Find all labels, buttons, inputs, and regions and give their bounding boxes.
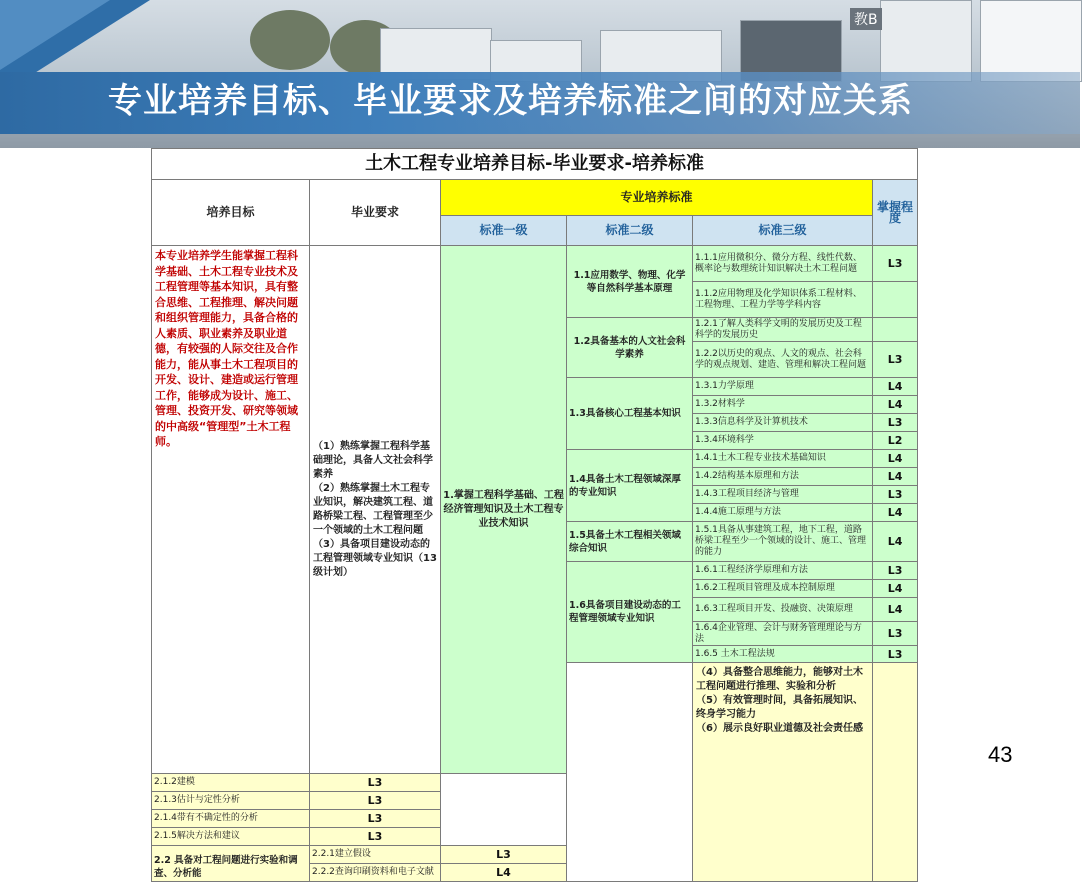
header-level2: 标准二级 — [567, 216, 693, 246]
level3-cell: 2.1.2建模 — [152, 774, 310, 792]
level2-cell: 2.2 具备对工程问题进行实验和调查、分析能 — [152, 846, 310, 882]
mastery-level: L4 — [873, 522, 918, 562]
mastery-level — [873, 282, 918, 318]
level3-cell: 1.4.1土木工程专业技术基础知识 — [693, 450, 873, 468]
corner-decoration — [0, 0, 110, 70]
mastery-level: L3 — [873, 562, 918, 580]
standards-table-sheet — [150, 148, 918, 879]
level2-cell: 1.3具备核心工程基本知识 — [567, 378, 693, 450]
mastery-level: L4 — [873, 598, 918, 622]
level2-cell: 1.6具备项目建设动态的工程管理领域专业知识 — [567, 562, 693, 663]
level1-cell: 1.掌握工程科学基础、工程经济管理知识及土木工程专业技术知识 — [441, 246, 567, 774]
mastery-level: L3 — [873, 486, 918, 504]
target-cell: 本专业培养学生能掌握工程科学基础、土木工程专业技术及工程管理等基本知识，具有整合思维、工程推理、解决问题和组织管理能力，具备合格的人素质、职业素养及职业道德，有较强的人际交往及合作能力，能从事土木工程项目的开发、设计、建造或运行管理工作，能够成为设计、施工、管理、投资开发、研究等领域的中高级“管理型”土木工程师。 — [152, 246, 310, 774]
mastery-level: L4 — [873, 504, 918, 522]
mastery-level: L3 — [873, 246, 918, 282]
mastery-level: L3 — [873, 622, 918, 646]
building-graphic — [880, 0, 972, 82]
requirement-cell: （1）熟练掌握工程科学基础理论，具备人文社会科学素养 （2）熟练掌握土木工程专业知识，解决建筑工程、道路桥梁工程、工程管理至少一个领域的土木工程问题 （3）具备项目建设动态的工程管理领域专业知识（13级计划） — [310, 246, 441, 774]
mastery-level: L4 — [873, 468, 918, 486]
header-mastery: 掌握程度 — [873, 180, 918, 246]
tree-graphic — [250, 10, 330, 70]
level3-cell: 1.6.1工程经济学原理和方法 — [693, 562, 873, 580]
mastery-level: L3 — [310, 774, 441, 792]
level2-cell: 1.4具备土木工程领域深厚的专业知识 — [567, 450, 693, 522]
level3-cell: 1.3.4环境科学 — [693, 432, 873, 450]
header-level1: 标准一级 — [441, 216, 567, 246]
mastery-level: L3 — [310, 810, 441, 828]
level3-cell: 1.3.1力学原理 — [693, 378, 873, 396]
mastery-level: L3 — [310, 792, 441, 810]
level3-cell: 1.1.2应用物理及化学知识体系工程材料、工程物理、工程力学等学科内容 — [693, 282, 873, 318]
building-graphic — [980, 0, 1082, 82]
level3-cell: 1.6.2工程项目管理及成本控制原理 — [693, 580, 873, 598]
header-requirement: 毕业要求 — [310, 180, 441, 246]
mastery-level: L3 — [873, 646, 918, 663]
mastery-level: L2 — [873, 432, 918, 450]
mastery-level: L3 — [873, 342, 918, 378]
table-title: 土木工程专业培养目标-毕业要求-培养标准 — [152, 149, 918, 180]
target-cell-blank — [567, 663, 693, 882]
level3-cell: 2.1.3估计与定性分析 — [152, 792, 310, 810]
level2-cell: 1.5具备土木工程相关领域综合知识 — [567, 522, 693, 562]
building-sign: 教B — [850, 8, 882, 30]
level3-cell: 1.3.2材料学 — [693, 396, 873, 414]
page-number: 43 — [988, 742, 1013, 767]
level2-cell: 1.2具备基本的人文社会科学素养 — [567, 318, 693, 378]
level2-cell: 1.1应用数学、物理、化学等自然科学基本原理 — [567, 246, 693, 318]
level3-cell: 1.4.3工程项目经济与管理 — [693, 486, 873, 504]
mastery-level: L3 — [310, 828, 441, 846]
level3-cell: 1.2.1了解人类科学文明的发展历史及工程科学的发展历史 — [693, 318, 873, 342]
level3-cell: 1.6.5 土木工程法规 — [693, 646, 873, 663]
mastery-level: L4 — [441, 864, 567, 882]
level3-cell: 2.1.4带有不确定性的分析 — [152, 810, 310, 828]
slide-title: 专业培养目标、毕业要求及培养标准之间的对应关系 — [108, 81, 913, 121]
header-standard: 专业培养标准 — [441, 180, 873, 216]
header-target: 培养目标 — [152, 180, 310, 246]
level3-cell: 1.4.2结构基本原理和方法 — [693, 468, 873, 486]
mastery-level — [873, 318, 918, 342]
header-level3: 标准三级 — [693, 216, 873, 246]
level3-cell: 2.2.2查询印刷资料和电子文献 — [310, 864, 441, 882]
level1-cell — [873, 663, 918, 882]
mastery-level: L4 — [873, 396, 918, 414]
level3-cell: 1.2.2以历史的观点、人文的观点、社会科学的观点规划、建造、管理和解决工程问题 — [693, 342, 873, 378]
standards-table — [151, 148, 918, 882]
level3-cell: 2.1.5解决方法和建议 — [152, 828, 310, 846]
level3-cell: 1.1.1应用微积分、微分方程、线性代数、概率论与数理统计知识解决土木工程问题 — [693, 246, 873, 282]
level3-cell: 1.4.4施工原理与方法 — [693, 504, 873, 522]
mastery-level: L4 — [873, 450, 918, 468]
mastery-level: L4 — [873, 378, 918, 396]
level3-cell: 2.2.1建立假设 — [310, 846, 441, 864]
header-banner — [0, 0, 1080, 148]
mastery-level: L4 — [873, 580, 918, 598]
level3-cell: 1.3.3信息科学及计算机技术 — [693, 414, 873, 432]
level3-cell: 1.5.1具备从事建筑工程，地下工程，道路桥梁工程至少一个领域的设计、施工、管理的能力 — [693, 522, 873, 562]
mastery-level: L3 — [873, 414, 918, 432]
level3-cell: 1.6.3工程项目开发、投融资、决策原理 — [693, 598, 873, 622]
level3-cell: 1.6.4企业管理、会计与财务管理理论与方法 — [693, 622, 873, 646]
mastery-level: L3 — [441, 846, 567, 864]
requirement-cell: （4）具备整合思维能力，能够对土木工程问题进行推理、实验和分析 （5）有效管理时间，具备拓展知识、终身学习能力 （6）展示良好职业道德及社会责任感 — [693, 663, 873, 882]
